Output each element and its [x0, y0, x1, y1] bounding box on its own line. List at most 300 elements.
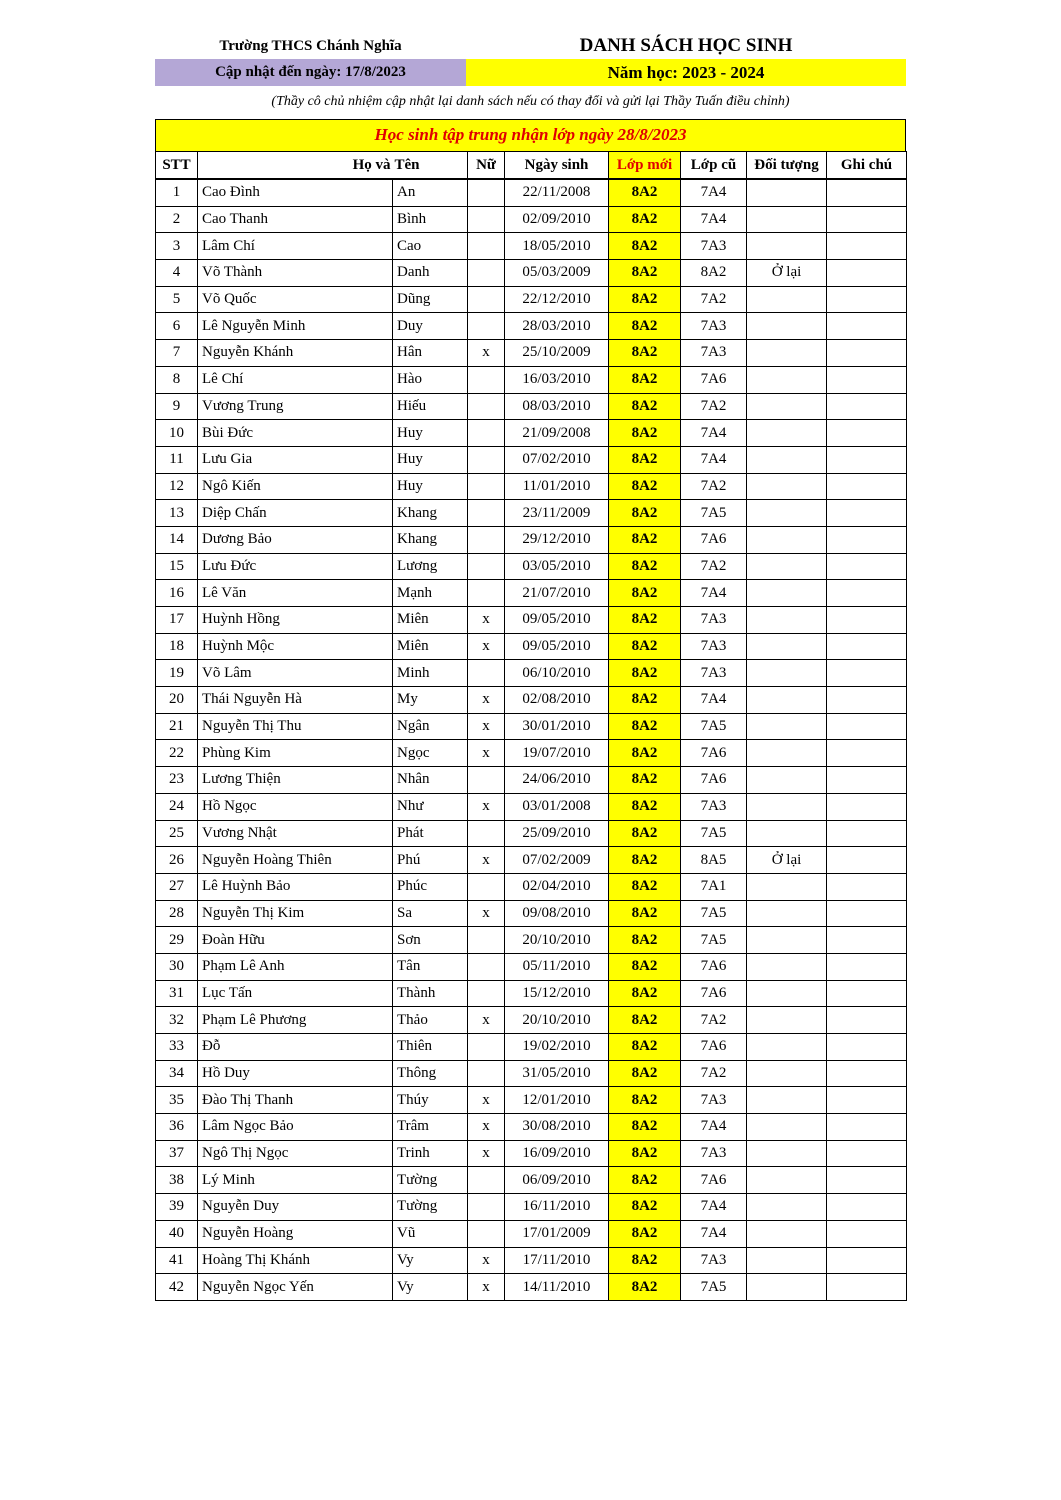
cell-ten: Dũng — [393, 286, 468, 313]
cell-nu — [468, 580, 505, 607]
table-row — [156, 607, 907, 634]
cell-doi-tuong — [747, 313, 827, 340]
cell-ghi-chu — [827, 660, 907, 687]
cell-ghi-chu — [827, 927, 907, 954]
cell-ngay-sinh: 02/04/2010 — [505, 873, 609, 900]
cell-lop-moi: 8A2 — [609, 900, 681, 927]
cell-ngay-sinh: 17/01/2009 — [505, 1220, 609, 1247]
cell-lop-cu: 7A4 — [681, 446, 747, 473]
cell-ghi-chu — [827, 820, 907, 847]
table-row — [156, 1060, 907, 1087]
cell-ngay-sinh: 30/01/2010 — [505, 713, 609, 740]
cell-stt: 32 — [156, 1007, 198, 1034]
cell-ngay-sinh: 21/07/2010 — [505, 580, 609, 607]
cell-ngay-sinh: 11/01/2010 — [505, 473, 609, 500]
cell-ngay-sinh: 05/11/2010 — [505, 953, 609, 980]
cell-nu — [468, 233, 505, 260]
cell-ghi-chu — [827, 793, 907, 820]
cell-ghi-chu — [827, 953, 907, 980]
cell-ngay-sinh: 09/05/2010 — [505, 607, 609, 634]
cell-ghi-chu — [827, 420, 907, 447]
cell-ghi-chu — [827, 873, 907, 900]
cell-ten: Sa — [393, 900, 468, 927]
cell-ten: Như — [393, 793, 468, 820]
table-row — [156, 260, 907, 287]
cell-ho: Lê Huỳnh Bảo — [198, 873, 393, 900]
cell-doi-tuong — [747, 206, 827, 233]
cell-doi-tuong — [747, 446, 827, 473]
student-table — [155, 151, 907, 1301]
cell-nu — [468, 1060, 505, 1087]
cell-ghi-chu — [827, 713, 907, 740]
cell-ho: Ngô Kiến — [198, 473, 393, 500]
cell-doi-tuong — [747, 420, 827, 447]
cell-lop-moi: 8A2 — [609, 767, 681, 794]
cell-stt: 3 — [156, 233, 198, 260]
cell-ho: Vương Trung — [198, 393, 393, 420]
cell-ten: Vũ — [393, 1220, 468, 1247]
cell-ten: Thúy — [393, 1087, 468, 1114]
table-row — [156, 687, 907, 714]
cell-ghi-chu — [827, 1194, 907, 1221]
cell-stt: 30 — [156, 953, 198, 980]
updated-date: Cập nhật đến ngày: 17/8/2023 — [155, 59, 466, 86]
cell-ngay-sinh: 18/05/2010 — [505, 233, 609, 260]
cell-stt: 38 — [156, 1167, 198, 1194]
cell-nu: x — [468, 713, 505, 740]
cell-lop-moi: 8A2 — [609, 1247, 681, 1274]
cell-ghi-chu — [827, 1087, 907, 1114]
table-header-row — [156, 152, 907, 180]
cell-stt: 28 — [156, 900, 198, 927]
cell-doi-tuong — [747, 1114, 827, 1141]
cell-nu — [468, 179, 505, 206]
cell-ho: Phạm Lê Anh — [198, 953, 393, 980]
cell-ngay-sinh: 16/11/2010 — [505, 1194, 609, 1221]
cell-nu: x — [468, 1247, 505, 1274]
cell-nu: x — [468, 793, 505, 820]
cell-ten: Duy — [393, 313, 468, 340]
cell-ten: Vy — [393, 1247, 468, 1274]
table-row — [156, 286, 907, 313]
table-row — [156, 500, 907, 527]
table-row — [156, 740, 907, 767]
cell-lop-moi: 8A2 — [609, 1087, 681, 1114]
cell-ho: Hồ Ngọc — [198, 793, 393, 820]
cell-ho: Cao Thanh — [198, 206, 393, 233]
cell-ngay-sinh: 22/11/2008 — [505, 179, 609, 206]
cell-ho: Đoàn Hữu — [198, 927, 393, 954]
cell-stt: 26 — [156, 847, 198, 874]
cell-doi-tuong — [747, 1247, 827, 1274]
cell-nu — [468, 660, 505, 687]
cell-lop-cu: 7A2 — [681, 1060, 747, 1087]
cell-lop-cu: 7A5 — [681, 1274, 747, 1301]
cell-lop-cu: 7A3 — [681, 313, 747, 340]
cell-ghi-chu — [827, 847, 907, 874]
cell-doi-tuong — [747, 1140, 827, 1167]
col-ho: Họ và — [198, 152, 393, 180]
cell-ten: Vy — [393, 1274, 468, 1301]
table-row — [156, 633, 907, 660]
cell-stt: 2 — [156, 206, 198, 233]
cell-stt: 20 — [156, 687, 198, 714]
cell-ngay-sinh: 31/05/2010 — [505, 1060, 609, 1087]
cell-lop-cu: 7A2 — [681, 286, 747, 313]
table-row — [156, 1220, 907, 1247]
cell-ho: Lâm Ngọc Bảo — [198, 1114, 393, 1141]
cell-lop-cu: 7A2 — [681, 473, 747, 500]
cell-ngay-sinh: 21/09/2008 — [505, 420, 609, 447]
cell-stt: 12 — [156, 473, 198, 500]
cell-lop-cu: 7A5 — [681, 927, 747, 954]
cell-nu: x — [468, 633, 505, 660]
col-lop-moi: Lớp mới — [609, 152, 681, 180]
cell-stt: 11 — [156, 446, 198, 473]
cell-lop-moi: 8A2 — [609, 206, 681, 233]
cell-ho: Hoàng Thị Khánh — [198, 1247, 393, 1274]
cell-ghi-chu — [827, 1247, 907, 1274]
cell-nu — [468, 446, 505, 473]
cell-doi-tuong — [747, 500, 827, 527]
cell-nu: x — [468, 1114, 505, 1141]
cell-ho: Hồ Duy — [198, 1060, 393, 1087]
cell-lop-moi: 8A2 — [609, 713, 681, 740]
cell-lop-moi: 8A2 — [609, 687, 681, 714]
cell-lop-moi: 8A2 — [609, 580, 681, 607]
cell-lop-moi: 8A2 — [609, 420, 681, 447]
cell-ngay-sinh: 20/10/2010 — [505, 1007, 609, 1034]
table-row — [156, 953, 907, 980]
cell-ten: Lương — [393, 553, 468, 580]
cell-ten: Nhân — [393, 767, 468, 794]
cell-stt: 8 — [156, 366, 198, 393]
cell-nu — [468, 873, 505, 900]
cell-lop-cu: 7A4 — [681, 206, 747, 233]
cell-doi-tuong — [747, 980, 827, 1007]
table-row — [156, 446, 907, 473]
cell-ten: Huy — [393, 446, 468, 473]
cell-doi-tuong — [747, 366, 827, 393]
cell-ghi-chu — [827, 500, 907, 527]
cell-lop-moi: 8A2 — [609, 793, 681, 820]
cell-ho: Bùi Đức — [198, 420, 393, 447]
cell-doi-tuong — [747, 633, 827, 660]
cell-stt: 15 — [156, 553, 198, 580]
cell-ngay-sinh: 03/01/2008 — [505, 793, 609, 820]
cell-stt: 5 — [156, 286, 198, 313]
cell-ho: Võ Thành — [198, 260, 393, 287]
cell-lop-cu: 7A3 — [681, 1087, 747, 1114]
cell-ngay-sinh: 16/03/2010 — [505, 366, 609, 393]
cell-doi-tuong — [747, 1220, 827, 1247]
cell-lop-cu: 7A4 — [681, 580, 747, 607]
cell-doi-tuong — [747, 1007, 827, 1034]
col-doi-tuong: Đối tượng — [747, 152, 827, 180]
cell-ghi-chu — [827, 980, 907, 1007]
cell-lop-moi: 8A2 — [609, 873, 681, 900]
cell-stt: 34 — [156, 1060, 198, 1087]
cell-nu: x — [468, 1007, 505, 1034]
cell-ten: Trinh — [393, 1140, 468, 1167]
col-lop-cu: Lớp cũ — [681, 152, 747, 180]
cell-doi-tuong — [747, 873, 827, 900]
cell-ho: Nguyễn Khánh — [198, 340, 393, 367]
cell-nu: x — [468, 1087, 505, 1114]
cell-ghi-chu — [827, 1140, 907, 1167]
cell-doi-tuong — [747, 1060, 827, 1087]
cell-ngay-sinh: 08/03/2010 — [505, 393, 609, 420]
table-row — [156, 1274, 907, 1301]
cell-ho: Vương Nhật — [198, 820, 393, 847]
cell-ho: Nguyễn Duy — [198, 1194, 393, 1221]
cell-lop-moi: 8A2 — [609, 340, 681, 367]
cell-nu — [468, 820, 505, 847]
cell-nu — [468, 1167, 505, 1194]
cell-lop-moi: 8A2 — [609, 847, 681, 874]
cell-ngay-sinh: 24/06/2010 — [505, 767, 609, 794]
cell-lop-moi: 8A2 — [609, 179, 681, 206]
cell-ngay-sinh: 12/01/2010 — [505, 1087, 609, 1114]
cell-nu — [468, 1220, 505, 1247]
cell-ngay-sinh: 29/12/2010 — [505, 526, 609, 553]
cell-ngay-sinh: 23/11/2009 — [505, 500, 609, 527]
cell-ngay-sinh: 19/02/2010 — [505, 1034, 609, 1061]
cell-lop-moi: 8A2 — [609, 1194, 681, 1221]
cell-ghi-chu — [827, 607, 907, 634]
cell-doi-tuong — [747, 580, 827, 607]
cell-lop-cu: 7A3 — [681, 633, 747, 660]
cell-doi-tuong — [747, 687, 827, 714]
cell-ten: Bình — [393, 206, 468, 233]
table-row — [156, 900, 907, 927]
cell-stt: 35 — [156, 1087, 198, 1114]
cell-ten: My — [393, 687, 468, 714]
cell-ghi-chu — [827, 740, 907, 767]
table-row — [156, 1034, 907, 1061]
cell-doi-tuong — [747, 767, 827, 794]
cell-nu — [468, 927, 505, 954]
cell-ngay-sinh: 15/12/2010 — [505, 980, 609, 1007]
table-row — [156, 393, 907, 420]
cell-lop-moi: 8A2 — [609, 927, 681, 954]
cell-ten: Thiên — [393, 1034, 468, 1061]
table-row — [156, 1140, 907, 1167]
cell-lop-cu: 7A4 — [681, 1220, 747, 1247]
cell-stt: 41 — [156, 1247, 198, 1274]
cell-ho: Đỗ — [198, 1034, 393, 1061]
cell-lop-cu: 7A5 — [681, 820, 747, 847]
table-row — [156, 660, 907, 687]
cell-ten: Phú — [393, 847, 468, 874]
cell-nu: x — [468, 340, 505, 367]
table-row — [156, 1194, 907, 1221]
cell-lop-cu: 7A4 — [681, 420, 747, 447]
cell-doi-tuong — [747, 233, 827, 260]
cell-ho: Lương Thiện — [198, 767, 393, 794]
cell-doi-tuong — [747, 1034, 827, 1061]
cell-ghi-chu — [827, 473, 907, 500]
cell-ten: Hiếu — [393, 393, 468, 420]
cell-doi-tuong — [747, 660, 827, 687]
cell-ten: An — [393, 179, 468, 206]
cell-lop-moi: 8A2 — [609, 313, 681, 340]
cell-ghi-chu — [827, 767, 907, 794]
cell-ho: Võ Quốc — [198, 286, 393, 313]
cell-nu — [468, 553, 505, 580]
cell-stt: 25 — [156, 820, 198, 847]
cell-lop-cu: 7A6 — [681, 526, 747, 553]
cell-lop-cu: 7A5 — [681, 713, 747, 740]
cell-stt: 4 — [156, 260, 198, 287]
table-row — [156, 873, 907, 900]
cell-ho: Ngô Thị Ngọc — [198, 1140, 393, 1167]
cell-ghi-chu — [827, 1220, 907, 1247]
cell-doi-tuong — [747, 179, 827, 206]
cell-ho: Lý Minh — [198, 1167, 393, 1194]
cell-stt: 18 — [156, 633, 198, 660]
cell-lop-cu: 7A3 — [681, 660, 747, 687]
cell-nu — [468, 286, 505, 313]
cell-ngay-sinh: 03/05/2010 — [505, 553, 609, 580]
cell-stt: 13 — [156, 500, 198, 527]
cell-nu: x — [468, 740, 505, 767]
cell-lop-moi: 8A2 — [609, 1167, 681, 1194]
cell-lop-cu: 7A3 — [681, 793, 747, 820]
cell-ngay-sinh: 02/09/2010 — [505, 206, 609, 233]
cell-lop-moi: 8A2 — [609, 446, 681, 473]
cell-doi-tuong — [747, 393, 827, 420]
cell-ngay-sinh: 19/07/2010 — [505, 740, 609, 767]
cell-doi-tuong — [747, 473, 827, 500]
cell-ho: Huỳnh Mộc — [198, 633, 393, 660]
cell-stt: 40 — [156, 1220, 198, 1247]
col-ghi-chu: Ghi chú — [827, 152, 907, 180]
cell-doi-tuong — [747, 286, 827, 313]
cell-lop-cu: 7A4 — [681, 1114, 747, 1141]
cell-ten: Ngọc — [393, 740, 468, 767]
cell-lop-cu: 7A3 — [681, 233, 747, 260]
cell-stt: 36 — [156, 1114, 198, 1141]
cell-ho: Lê Nguyễn Minh — [198, 313, 393, 340]
cell-ghi-chu — [827, 1060, 907, 1087]
table-row — [156, 366, 907, 393]
cell-doi-tuong: Ở lại — [747, 260, 827, 287]
cell-doi-tuong — [747, 553, 827, 580]
cell-ten: Thông — [393, 1060, 468, 1087]
cell-ho: Võ Lâm — [198, 660, 393, 687]
cell-stt: 14 — [156, 526, 198, 553]
cell-ho: Nguyễn Hoàng Thiên — [198, 847, 393, 874]
cell-lop-moi: 8A2 — [609, 393, 681, 420]
cell-stt: 31 — [156, 980, 198, 1007]
cell-ten: Phát — [393, 820, 468, 847]
cell-lop-cu: 7A4 — [681, 1194, 747, 1221]
cell-lop-moi: 8A2 — [609, 553, 681, 580]
cell-ghi-chu — [827, 553, 907, 580]
cell-ho: Cao Đình — [198, 179, 393, 206]
cell-doi-tuong — [747, 793, 827, 820]
cell-ghi-chu — [827, 633, 907, 660]
col-ten: Tên — [393, 152, 468, 180]
cell-ten: Huy — [393, 473, 468, 500]
cell-ngay-sinh: 02/08/2010 — [505, 687, 609, 714]
cell-lop-moi: 8A2 — [609, 233, 681, 260]
cell-ghi-chu — [827, 1114, 907, 1141]
col-stt: STT — [156, 152, 198, 180]
table-row — [156, 580, 907, 607]
cell-lop-moi: 8A2 — [609, 526, 681, 553]
cell-ngay-sinh: 17/11/2010 — [505, 1247, 609, 1274]
cell-doi-tuong — [747, 713, 827, 740]
cell-lop-moi: 8A2 — [609, 1007, 681, 1034]
cell-stt: 23 — [156, 767, 198, 794]
school-name: Trường THCS Chánh Nghĩa — [219, 38, 402, 54]
cell-lop-cu: 7A4 — [681, 687, 747, 714]
cell-lop-cu: 8A5 — [681, 847, 747, 874]
cell-ngay-sinh: 30/08/2010 — [505, 1114, 609, 1141]
cell-ten: Trâm — [393, 1114, 468, 1141]
cell-ghi-chu — [827, 340, 907, 367]
cell-ten: Sơn — [393, 927, 468, 954]
page-title: DANH SÁCH HỌC SINH — [579, 35, 793, 56]
cell-ngay-sinh: 16/09/2010 — [505, 1140, 609, 1167]
cell-ho: Lưu Gia — [198, 446, 393, 473]
cell-ngay-sinh: 06/10/2010 — [505, 660, 609, 687]
cell-nu — [468, 366, 505, 393]
cell-lop-cu: 7A6 — [681, 980, 747, 1007]
cell-ngay-sinh: 25/10/2009 — [505, 340, 609, 367]
cell-doi-tuong — [747, 740, 827, 767]
cell-lop-moi: 8A2 — [609, 366, 681, 393]
cell-stt: 39 — [156, 1194, 198, 1221]
cell-lop-moi: 8A2 — [609, 980, 681, 1007]
cell-stt: 37 — [156, 1140, 198, 1167]
cell-nu — [468, 980, 505, 1007]
cell-lop-cu: 7A3 — [681, 1140, 747, 1167]
cell-ten: Hân — [393, 340, 468, 367]
cell-lop-cu: 8A2 — [681, 260, 747, 287]
cell-ghi-chu — [827, 1167, 907, 1194]
cell-lop-cu: 7A2 — [681, 393, 747, 420]
cell-lop-moi: 8A2 — [609, 953, 681, 980]
cell-ngay-sinh: 06/09/2010 — [505, 1167, 609, 1194]
cell-doi-tuong — [747, 1194, 827, 1221]
cell-ho: Phạm Lê Phương — [198, 1007, 393, 1034]
cell-ngay-sinh: 25/09/2010 — [505, 820, 609, 847]
cell-stt: 1 — [156, 179, 198, 206]
table-row — [156, 233, 907, 260]
cell-lop-cu: 7A2 — [681, 1007, 747, 1034]
cell-ghi-chu — [827, 580, 907, 607]
cell-nu — [468, 260, 505, 287]
cell-lop-cu: 7A5 — [681, 900, 747, 927]
table-row — [156, 793, 907, 820]
cell-lop-cu: 7A6 — [681, 1034, 747, 1061]
table-row — [156, 313, 907, 340]
cell-ghi-chu — [827, 286, 907, 313]
cell-stt: 27 — [156, 873, 198, 900]
cell-stt: 6 — [156, 313, 198, 340]
cell-doi-tuong — [747, 607, 827, 634]
cell-nu: x — [468, 607, 505, 634]
table-row — [156, 927, 907, 954]
table-row — [156, 767, 907, 794]
cell-doi-tuong — [747, 1087, 827, 1114]
table-row — [156, 1087, 907, 1114]
cell-ghi-chu — [827, 313, 907, 340]
cell-nu: x — [468, 687, 505, 714]
